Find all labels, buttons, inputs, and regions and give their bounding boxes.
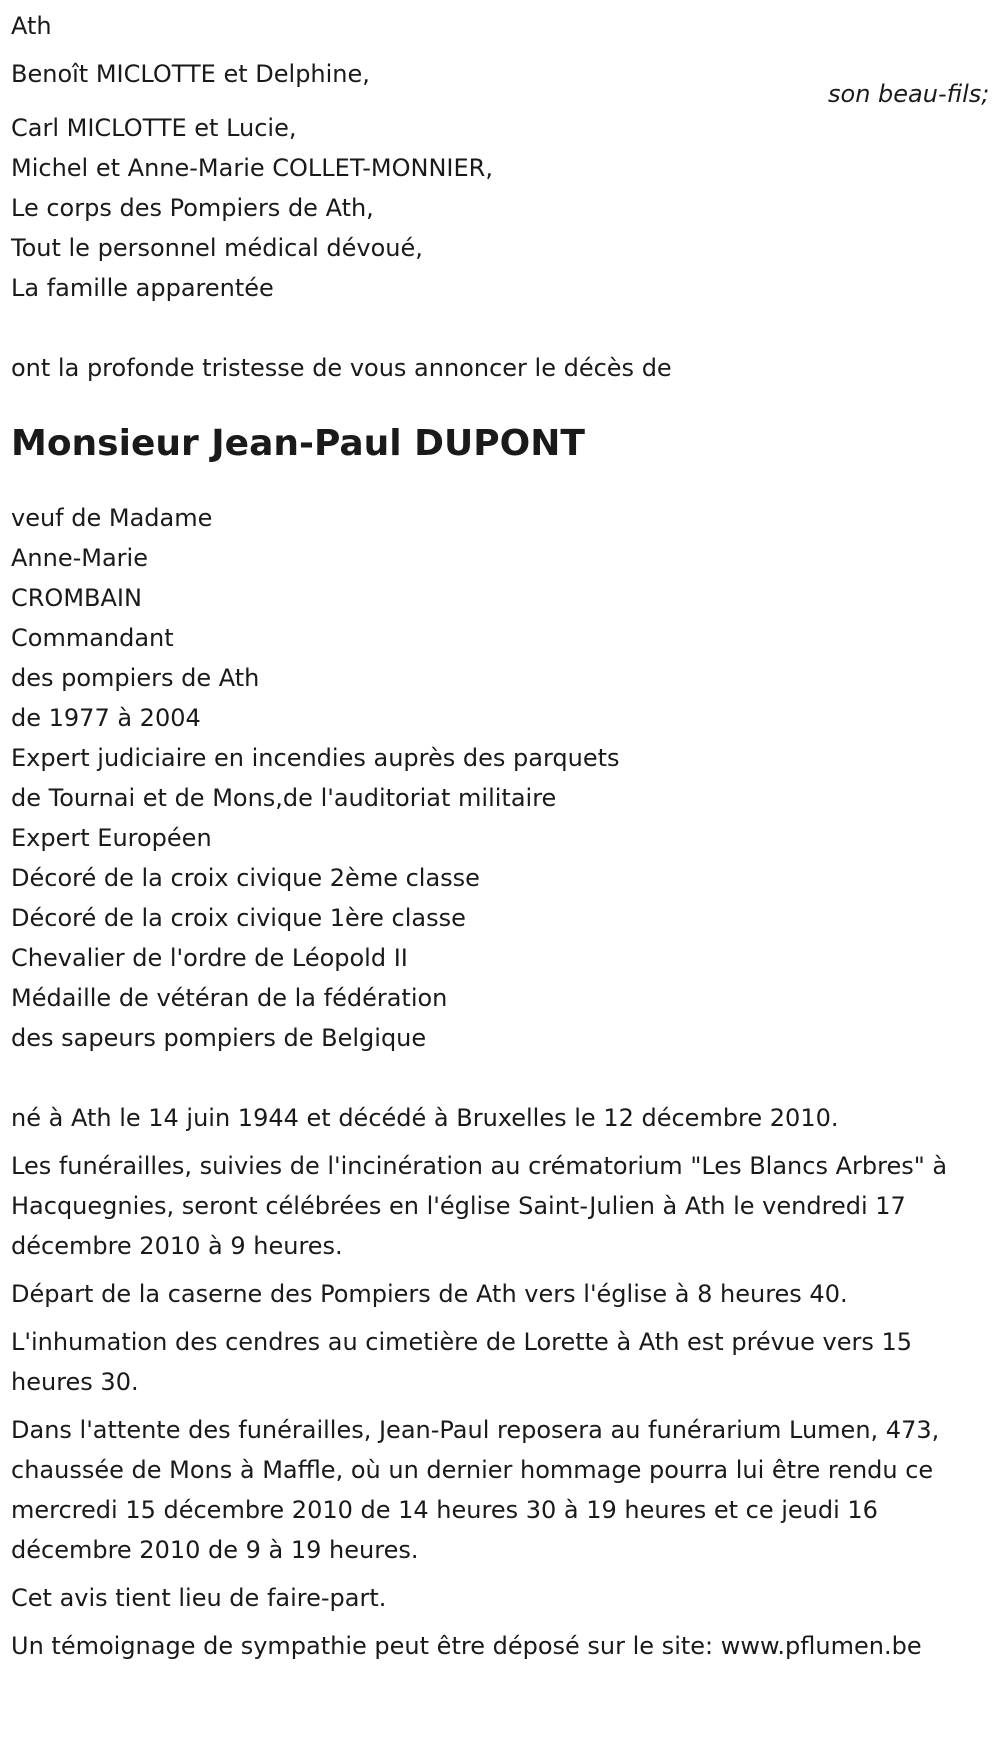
sender-line: Carl MICLOTTE et Lucie, [11, 114, 297, 142]
title-line: Chevalier de l'ordre de Léopold II [11, 944, 408, 972]
title-line: Expert Européen [11, 824, 212, 852]
title-line: Expert judiciaire en incendies auprès des parquets [11, 744, 620, 772]
senders-list [11, 108, 991, 308]
sender-line: La famille apparentée [11, 274, 274, 302]
family-first-relation: son beau-fils; [828, 80, 990, 108]
funeral-paragraph: Les funérailles, suivies de l'incinération au crématorium "Les Blancs Arbres" à Hacquegnies, seront célébrées en l'église Saint-Julien à Ath le vendredi 17 décembre 2010 à 9 heures. [11, 1152, 948, 1260]
title-line: veuf de Madame [11, 504, 213, 532]
notice-paragraph: Cet avis tient lieu de faire-part. [11, 1584, 387, 1612]
interment-paragraph: L'inhumation des cendres au cimetière de Lorette à Ath est prévue vers 15 heures 30. [11, 1328, 912, 1396]
title-line: de Tournai et de Mons,de l'auditoriat militaire [11, 784, 557, 812]
location-label: Ath [11, 12, 52, 40]
title-line: CROMBAIN [11, 584, 142, 612]
title-line: Médaille de vétéran de la fédération [11, 984, 448, 1012]
obituary-notice [11, 6, 991, 1666]
family-first-row [11, 54, 991, 108]
title-line: Décoré de la croix civique 1ère classe [11, 904, 466, 932]
titles-list [11, 498, 991, 1058]
departure-paragraph: Départ de la caserne des Pompiers de Ath vers l'église à 8 heures 40. [11, 1280, 848, 1308]
family-first-name: Benoît MICLOTTE et Delphine, [11, 60, 370, 88]
title-line: des sapeurs pompiers de Belgique [11, 1024, 427, 1052]
birth-death-paragraph: né à Ath le 14 juin 1944 et décédé à Bruxelles le 12 décembre 2010. [11, 1104, 839, 1132]
title-line: Commandant [11, 624, 174, 652]
sender-line: Le corps des Pompiers de Ath, [11, 194, 374, 222]
title-line: de 1977 à 2004 [11, 704, 201, 732]
sender-line: Tout le personnel médical dévoué, [11, 234, 423, 262]
sender-line: Michel et Anne-Marie COLLET-MONNIER, [11, 154, 493, 182]
title-line: des pompiers de Ath [11, 664, 260, 692]
announcement-text: ont la profonde tristesse de vous annoncer le décès de [11, 354, 672, 382]
deceased-name: Monsieur Jean-Paul DUPONT [11, 423, 585, 464]
title-line: Décoré de la croix civique 2ème classe [11, 864, 480, 892]
title-line: Anne-Marie [11, 544, 148, 572]
sympathy-paragraph: Un témoignage de sympathie peut être déposé sur le site: www.pflumen.be [11, 1632, 922, 1660]
visitation-paragraph: Dans l'attente des funérailles, Jean-Paul reposera au funérarium Lumen, 473, chaussée de Mons à Maffle, où un dernier hommage pourra lui être rendu ce mercredi 15 décembre 2010 de 14 heures 30 à 19 heures et ce jeudi 16 décembre 2010 de 9 à 19 heures. [11, 1416, 940, 1564]
